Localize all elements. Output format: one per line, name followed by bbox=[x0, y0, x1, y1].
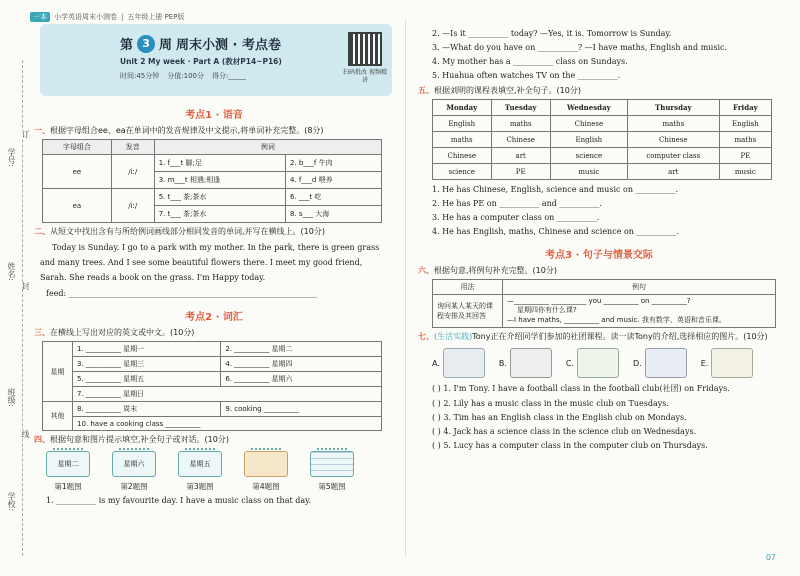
q4-item-2[interactable]: 2. —Is it __________ today? —Yes, it is. Tomorrow is Sunday. bbox=[432, 29, 672, 38]
q7-item-3[interactable]: ( ) 3. Tim has an English class in the English club on Mondays. bbox=[432, 413, 687, 422]
page-divider bbox=[405, 20, 406, 556]
score-label: 分值:100分 bbox=[167, 72, 204, 80]
q7-item-5[interactable]: ( ) 5. Lucy has a computer class in the computer club on Thursdays. bbox=[432, 441, 708, 450]
reading-passage: Today is Sunday. I go to a park with my mother. In the park, there is green grass and many trees. And I see some beautiful flowers there. I meet my good friend, Sarah. She reads a book on the grass. I'm Happy today. bbox=[40, 243, 380, 282]
calendar-grid-icon bbox=[310, 451, 354, 477]
q4-item-5[interactable]: 5. Huahua often watches TV on the __________. bbox=[432, 71, 621, 80]
got-label: 得分:_____ bbox=[212, 72, 246, 80]
picture-1: 星期二 第1题图 bbox=[44, 451, 92, 492]
section-title-sentences: 考点3 · 句子与情景交际 bbox=[545, 250, 653, 261]
left-column bbox=[34, 24, 394, 505]
computer-icon bbox=[645, 348, 687, 378]
picture-prompts bbox=[44, 451, 394, 492]
vocab-table: 星期 1. __________ 星期一 2. __________ 星期二 3. __________ 星期三 4. __________ 星期四 5. __________ 星期五 6. __________ 星期六 7. __________ 星期日 其他 8. __________ 周末 9. cooking __________ 10. have a cooking class __________ bbox=[42, 341, 382, 431]
picture-a: A. bbox=[432, 348, 485, 378]
binding-mark: 线 bbox=[21, 430, 30, 438]
example-question[interactable]: —__________ __________ you __________ on __________? bbox=[507, 297, 691, 305]
classroom-icon bbox=[443, 348, 485, 378]
sentence-table: 用法 例句 询问某人某天的课程安排及其回答 —__________ __________ you __________ on __________? 星期四你有什么课? —I have maths, __________ and music. 我有数学、英语和音乐课。 bbox=[432, 279, 776, 328]
feed-answer-line[interactable]: feed: ______________________________________________________________ bbox=[46, 289, 317, 298]
picture-d: D. bbox=[633, 348, 687, 378]
question-2: 二、从短文中找出含有与所给例词画线部分相同发音的单词,并写在横线上。(10分) bbox=[34, 227, 325, 236]
binding-mark: 封 bbox=[21, 282, 30, 290]
q4-item-1[interactable]: 1. __________ is my favourite day. I have a music class on that day. bbox=[46, 496, 312, 505]
brand-logo: 一本 bbox=[30, 12, 50, 22]
name-label: 姓名: bbox=[7, 262, 16, 281]
book-title: 小学英语周末小测卷 bbox=[54, 13, 117, 21]
q5-item-2[interactable]: 2. He has PE on __________ and __________. bbox=[432, 199, 602, 208]
picture-4: 第4题图 bbox=[242, 451, 290, 492]
timetable: Monday Tuesday Wednesday Thursday Friday English maths Chinese maths English maths Chinese English Chinese maths Chinese art science computer class PE science PE music art music bbox=[432, 99, 772, 180]
header-banner bbox=[40, 24, 392, 96]
calendar-icon: 星期五 bbox=[178, 451, 222, 477]
page-number: 07 bbox=[765, 553, 776, 562]
picture-3: 星期五 第3题图 bbox=[176, 451, 224, 492]
exam-meta bbox=[120, 71, 246, 81]
q4-item-4[interactable]: 4. My mother has a __________ class on Sundays. bbox=[432, 57, 628, 66]
question-4: 四、根据句意和图片提示填空,补全句子或对话。(10分) bbox=[34, 435, 229, 444]
example-answer[interactable]: —I have maths, __________ and music. 我有数学、英语和音乐课。 bbox=[507, 316, 726, 324]
question-5: 五、根据刘明的课程表填空,补全句子。(10分) bbox=[418, 86, 581, 95]
unit-label: Unit 2 My week · Part A (教材P14~P16) bbox=[120, 57, 282, 66]
class-label: 班级: bbox=[7, 388, 16, 407]
page-title: 第 3 周 周末小测 · 考点卷 bbox=[120, 36, 282, 53]
school-label: 学校: bbox=[7, 492, 16, 511]
q7-item-1[interactable]: ( ) 1. I'm Tony. I have a football class in the football club(社团) on Fridays. bbox=[432, 384, 730, 393]
q7-item-2[interactable]: ( ) 2. Lily has a music class in the music club on Tuesdays. bbox=[432, 399, 669, 408]
qr-code-icon[interactable] bbox=[348, 32, 382, 66]
question-7: 七、(生活实践)Tony正在介绍同学们参加的社团课程。读一读Tony的介绍,选择相应的图片。(10分) bbox=[418, 332, 768, 341]
calendar-icon: 星期二 bbox=[46, 451, 90, 477]
question-3: 三、在横线上写出对应的英文或中文。(10分) bbox=[34, 328, 195, 337]
q5-item-4[interactable]: 4. He has English, maths, Chinese and science on __________. bbox=[432, 227, 680, 236]
q7-item-4[interactable]: ( ) 4. Jack has a science class in the science club on Wednesdays. bbox=[432, 427, 697, 436]
qr-caption: 扫码批改 视频精讲 bbox=[343, 69, 387, 84]
q5-item-3[interactable]: 3. He has a computer class on __________. bbox=[432, 213, 600, 222]
picture-5: 第5题图 bbox=[308, 451, 356, 492]
question-6: 六、根据句意,将例句补充完整。(10分) bbox=[418, 266, 557, 275]
right-column bbox=[418, 24, 780, 455]
grade-label: 五年级上册 PEP版 bbox=[127, 13, 185, 21]
club-pictures bbox=[432, 348, 780, 378]
binding-mark: 订 bbox=[21, 130, 30, 138]
time-label: 时间:45分钟 bbox=[120, 72, 160, 80]
section-title-phonics: 考点1 · 语音 bbox=[185, 110, 243, 121]
picture-2: 星期六 第2题图 bbox=[110, 451, 158, 492]
student-id-label: 学号: bbox=[7, 148, 16, 167]
section-title-vocab: 考点2 · 词汇 bbox=[185, 312, 243, 323]
picture-b: B. bbox=[499, 348, 552, 378]
football-icon bbox=[711, 348, 753, 378]
piano-icon bbox=[510, 348, 552, 378]
q4-item-3[interactable]: 3. —What do you have on __________? —I have maths, English and music. bbox=[432, 43, 728, 52]
top-bar: 一本 小学英语周末小测卷 | 五年级上册 PEP版 bbox=[30, 12, 184, 22]
cooking-mother-icon bbox=[244, 451, 288, 477]
picture-c: C. bbox=[566, 348, 619, 378]
question-1: 一、根据字母组合ee、ea在单词中的发音规律及中文提示,将单词补充完整。(8分) bbox=[34, 126, 324, 135]
science-icon bbox=[577, 348, 619, 378]
example-question-cn: 星期四你有什么课? bbox=[517, 306, 577, 314]
calendar-icon: 星期六 bbox=[112, 451, 156, 477]
q5-item-1[interactable]: 1. He has Chinese, English, science and music on __________. bbox=[432, 185, 679, 194]
phonics-table: 字母组合 发音 例词 ee /iː/ 1. f___t 脚;足 2. b___f 牛肉 3. m___t 相遇;相逢 4. f___d 喂养 ea /iː/ 5. t___ 茶;茶水 6. ___t 吃 7. t___ 茶;茶水 8. s___ 大海 bbox=[42, 139, 382, 223]
binding-strip bbox=[0, 0, 30, 576]
picture-e: E. bbox=[701, 348, 754, 378]
week-number-badge: 3 bbox=[137, 35, 155, 53]
